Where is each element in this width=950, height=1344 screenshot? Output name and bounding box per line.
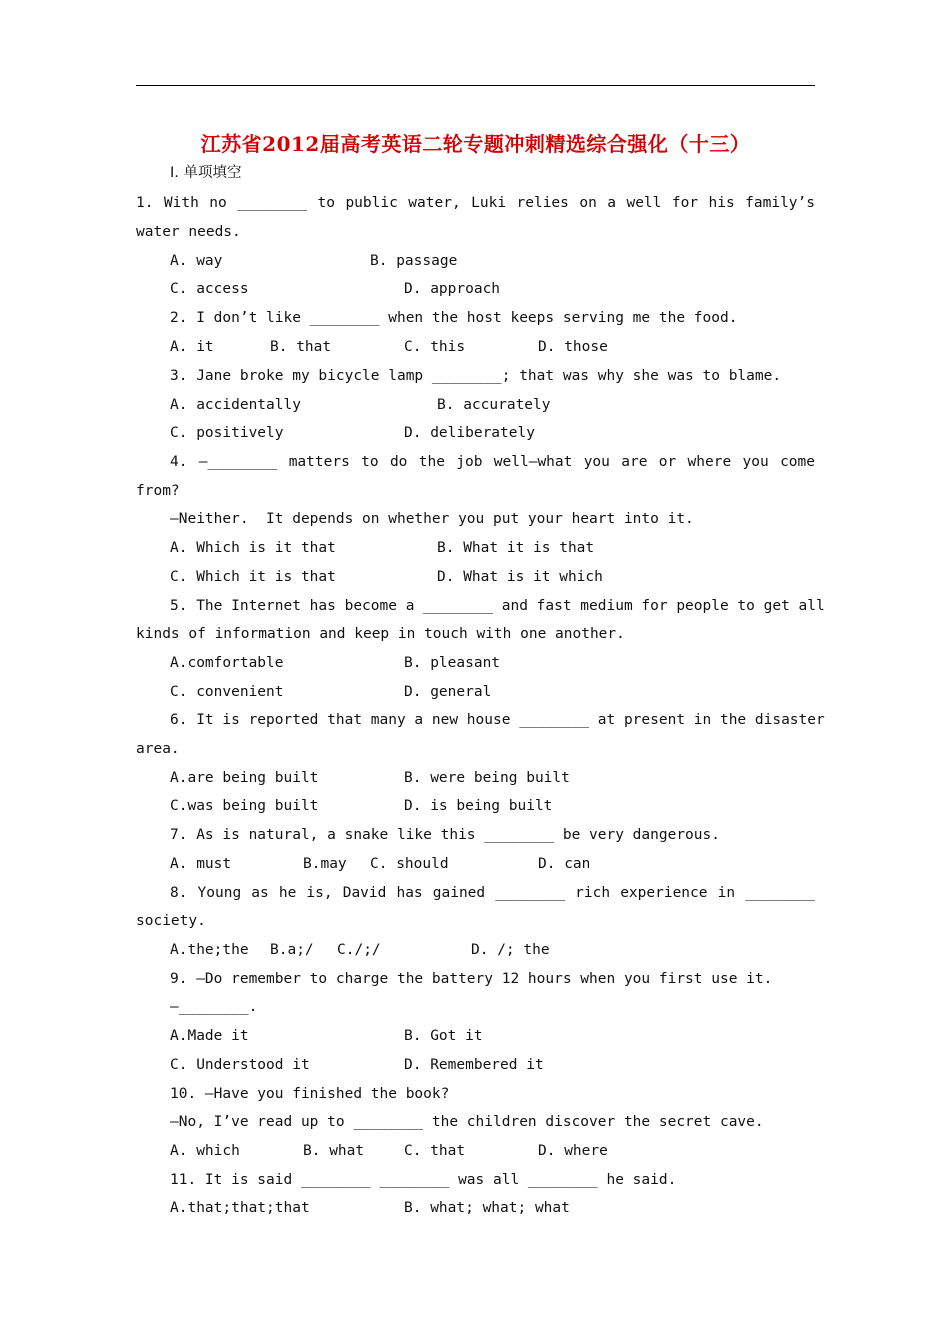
question-6-option-c: C.was being built [170,798,319,814]
question-10-response: —No, I’ve read up to ________ the children discover the secret cave. [170,1114,764,1130]
question-4-option-b: B. What it is that [437,540,595,556]
question-6-option-d: D. is being built [404,798,553,814]
question-11-stem: 11. It is said ________ ________ was all ________ he said. [170,1172,677,1188]
question-8-option-b: B.a;/ [270,942,314,958]
question-10-option-c: C. that [404,1143,466,1159]
question-6-stem: 6. It is reported that many a new house ________ at present in the disaster [170,712,825,728]
question-10-option-d: D. where [538,1143,608,1159]
question-8-stem-cont: society. [136,913,206,929]
question-1-stem: 1. With no ________ to public water, Luki relies on a well for his family’s [136,195,815,211]
question-7-stem: 7. As is natural, a snake like this ________ be very dangerous. [170,827,720,843]
question-4-stem: 4. —________ matters to do the job well—what you are or where you come [170,454,815,470]
question-7-option-d: D. can [538,856,591,872]
question-7-option-c: C. should [370,856,449,872]
question-10-option-b: B. what [303,1143,365,1159]
question-5-option-b: B. pleasant [404,655,501,671]
question-5-option-d: D. general [404,684,492,700]
question-3-option-a: A. accidentally [170,397,301,413]
question-2-stem: 2. I don’t like ________ when the host keeps serving me the food. [170,310,738,326]
question-1-option-a: A. way [170,253,223,269]
question-9-option-a: A.Made it [170,1028,249,1044]
question-6-option-a: A.are being built [170,770,319,786]
question-7-option-b: B.may [303,856,347,872]
question-9-option-b: B. Got it [404,1028,483,1044]
question-9-stem: 9. —Do remember to charge the battery 12 hours when you first use it. [170,971,773,987]
question-3-option-b: B. accurately [437,397,551,413]
question-5-option-a: A.comfortable [170,655,284,671]
question-2-option-b: B. that [270,339,332,355]
section-heading: Ⅰ. 单项填空 [170,165,242,181]
question-2-option-a: A. it [170,339,214,355]
question-9-option-c: C. Understood it [170,1057,310,1073]
question-5-option-c: C. convenient [170,684,284,700]
question-4-option-d: D. What is it which [437,569,603,585]
question-3-option-c: C. positively [170,425,284,441]
question-8-option-d: D. /; the [471,942,550,958]
question-2-option-d: D. those [538,339,608,355]
question-8-stem: 8. Young as he is, David has gained ________ rich experience in ________ [170,885,815,901]
question-3-stem: 3. Jane broke my bicycle lamp ________; that was why she was to blame. [170,368,782,384]
question-7-option-a: A. must [170,856,232,872]
question-5-stem: 5. The Internet has become a ________ and fast medium for people to get all [170,598,825,614]
question-11-option-a: A.that;that;that [170,1200,310,1216]
question-11-option-b: B. what; what; what [404,1200,570,1216]
question-3-option-d: D. deliberately [404,425,535,441]
question-10-stem: 10. —Have you finished the book? [170,1086,450,1102]
question-1-option-d: D. approach [404,281,501,297]
question-1-option-b: B. passage [370,253,458,269]
question-6-option-b: B. were being built [404,770,570,786]
question-4-option-c: C. Which it is that [170,569,336,585]
question-4-stem-cont: from? [136,483,180,499]
question-8-option-a: A.the;the [170,942,249,958]
question-5-stem-cont: kinds of information and keep in touch with one another. [136,626,625,642]
question-2-option-c: C. this [404,339,466,355]
question-10-option-a: A. which [170,1143,240,1159]
question-6-stem-cont: area. [136,741,180,757]
page-title: 江苏省2012届高考英语二轮专题冲刺精选综合强化（十三） [200,132,751,156]
question-9-response: —________. [170,999,258,1015]
question-1-stem-cont: water needs. [136,224,241,240]
question-1-option-c: C. access [170,281,249,297]
question-9-option-d: D. Remembered it [404,1057,544,1073]
header-rule [136,85,815,86]
question-4-option-a: A. Which is it that [170,540,336,556]
question-4-response: —Neither. It depends on whether you put your heart into it. [170,511,694,527]
question-8-option-c: C./;/ [337,942,381,958]
